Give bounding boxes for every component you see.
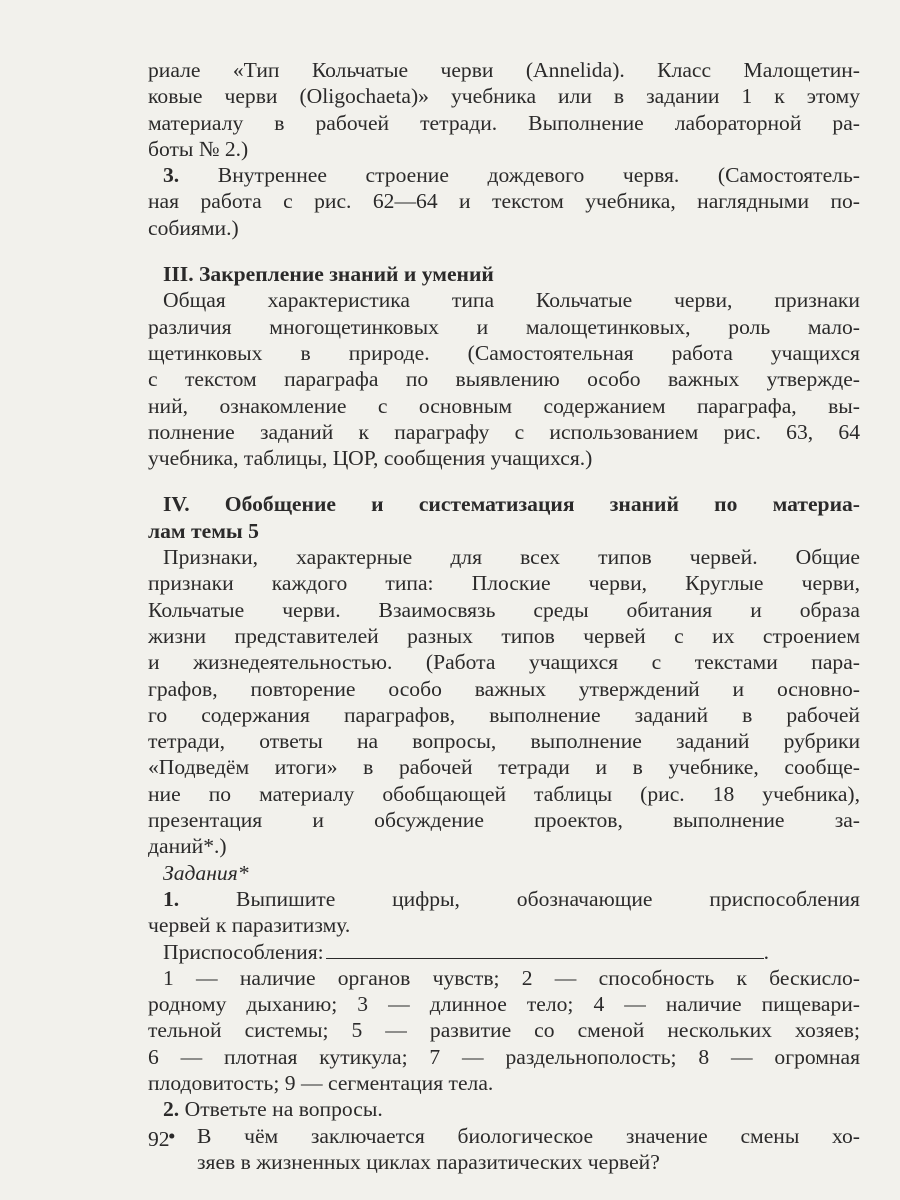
line-text: IV. Обобщение и систематизация знаний по материа-: [163, 492, 860, 517]
line-text: Признаки, характерные для всех типов червей. Общие: [163, 545, 860, 570]
line-text: Кольчатые черви. Взаимосвязь среды обитания и образа: [148, 597, 860, 622]
text-line: [148, 570, 860, 596]
line-text: материалу в рабочей тетради. Выполнение лабораторной ра-: [148, 110, 860, 135]
text-line: [148, 188, 860, 214]
line-text: собиями.): [148, 215, 239, 240]
line-text: тетради, ответы на вопросы, выполнение заданий рубрики: [148, 729, 860, 754]
text-line: [148, 991, 860, 1017]
line-end: .: [763, 939, 770, 964]
text-line: [148, 781, 860, 807]
line-text: учебника, таблицы, ЦОР, сообщения учащихся.): [148, 446, 593, 471]
line-text: плодовитость; 9 — сегментация тела.: [148, 1070, 494, 1095]
line-text: щетинковых в природе. (Самостоятельная работа учащихся: [148, 340, 860, 365]
text-line: [148, 912, 860, 938]
text-line: [148, 965, 860, 991]
text-line: [148, 623, 860, 649]
item-number: 1.: [163, 886, 237, 911]
line-text: презентация и обсуждение проектов, выполнение за-: [148, 808, 860, 833]
item-number: 2.: [163, 1097, 185, 1122]
text-line: [148, 1044, 860, 1070]
text-line: [148, 419, 860, 445]
line-text: Общая характеристика типа Кольчатые черви, признаки: [163, 288, 860, 313]
line-text: полнение заданий к параграфу с использованием рис. 63, 64: [148, 419, 860, 444]
line-text: Внутреннее строение дождевого червя. (Самостоятель-: [217, 163, 860, 188]
line-text: Выпишите цифры, обозначающие приспособления: [236, 886, 860, 911]
line-text: зяев в жизненных циклах паразитических червей?: [197, 1149, 660, 1174]
text-line: [148, 340, 860, 366]
text-line: [148, 649, 860, 675]
text-line: [148, 728, 860, 754]
line-text: ковые черви (Oligochaeta)» учебника или в задании 1 к этому: [148, 84, 860, 109]
line-text: лам темы 5: [148, 518, 259, 543]
question-bullet: [148, 1123, 860, 1149]
line-text: даний*.): [148, 834, 227, 859]
line-text: В чём заключается биологическое значение смены хо-: [197, 1123, 860, 1148]
line-text: риале «Тип Кольчатые черви (Annelida). Класс Малощетин-: [148, 58, 860, 82]
line-text: червей к паразитизму.: [148, 913, 351, 938]
line-text: го содержания параграфов, выполнение заданий в рабочей: [148, 702, 860, 727]
line-text: и жизнедеятельностью. (Работа учащихся с текстами пара-: [148, 650, 860, 675]
heading-iii: [148, 261, 860, 287]
text-line: [148, 366, 860, 392]
task-1: [148, 886, 860, 912]
bullet-icon: •: [168, 1123, 176, 1148]
text-line: [148, 1017, 860, 1043]
heading-iv: [148, 491, 860, 517]
text-line: [148, 445, 860, 471]
text-line: [148, 544, 860, 570]
line-text: графов, повторение особо важных утверждений и основно-: [148, 676, 860, 701]
page-number: 92: [148, 1127, 170, 1151]
task-2: [148, 1096, 860, 1122]
text-line: [148, 136, 860, 162]
line-text: признаки каждого типа: Плоские черви, Круглые черви,: [148, 571, 860, 596]
page-body-text: [148, 57, 860, 1175]
line-text: ная работа с рис. 62—64 и текстом учебника, наглядными по-: [148, 189, 860, 214]
line-text: 1 — наличие органов чувств; 2 — способность к бескисло-: [163, 965, 860, 990]
text-line: [148, 676, 860, 702]
text-line: [148, 1149, 860, 1175]
text-line: [148, 393, 860, 419]
line-text: «Подведём итоги» в рабочей тетради и в учебнике, сообще-: [148, 755, 860, 780]
text-line: [148, 833, 860, 859]
text-line: [148, 702, 860, 728]
line-text: 6 — плотная кутикула; 7 — раздельнополость; 8 — огромная: [148, 1044, 860, 1069]
line-text: Задания*: [163, 860, 249, 885]
text-line: [148, 110, 860, 136]
line-text: ние по материалу обобщающей таблицы (рис. 18 учебника),: [148, 781, 860, 806]
text-line: [148, 807, 860, 833]
text-line: [148, 215, 860, 241]
text-line: [148, 287, 860, 313]
item-3: [148, 162, 860, 188]
line-text: различия многощетинковых и малощетинковых, роль мало-: [148, 314, 860, 339]
line-text: жизни представителей разных типов червей с их строением: [148, 623, 860, 648]
tasks-heading: [148, 860, 860, 886]
text-line: [148, 83, 860, 109]
line-text: Ответьте на вопросы.: [184, 1097, 383, 1122]
text-line: [148, 597, 860, 623]
text-line: [148, 314, 860, 340]
answer-blank[interactable]: [326, 940, 764, 959]
heading-iv: [148, 518, 860, 544]
line-text: родному дыханию; 3 — длинное тело; 4 — наличие пищевари-: [148, 992, 860, 1017]
answer-line: [148, 939, 860, 965]
line-text: с текстом параграфа по выявлению особо важных утвержде-: [148, 367, 860, 392]
line-text: боты № 2.): [148, 136, 249, 161]
line-text: ний, ознакомление с основным содержанием параграфа, вы-: [148, 393, 860, 418]
text-line: [148, 754, 860, 780]
line-text: Приспособления:: [163, 939, 324, 964]
text-line: [148, 1070, 860, 1096]
item-number: 3.: [163, 163, 218, 188]
line-text: III. Закрепление знаний и умений: [163, 262, 494, 287]
line-text: тельной системы; 5 — развитие со сменой нескольких хозяев;: [148, 1018, 860, 1043]
text-line: [148, 57, 860, 83]
